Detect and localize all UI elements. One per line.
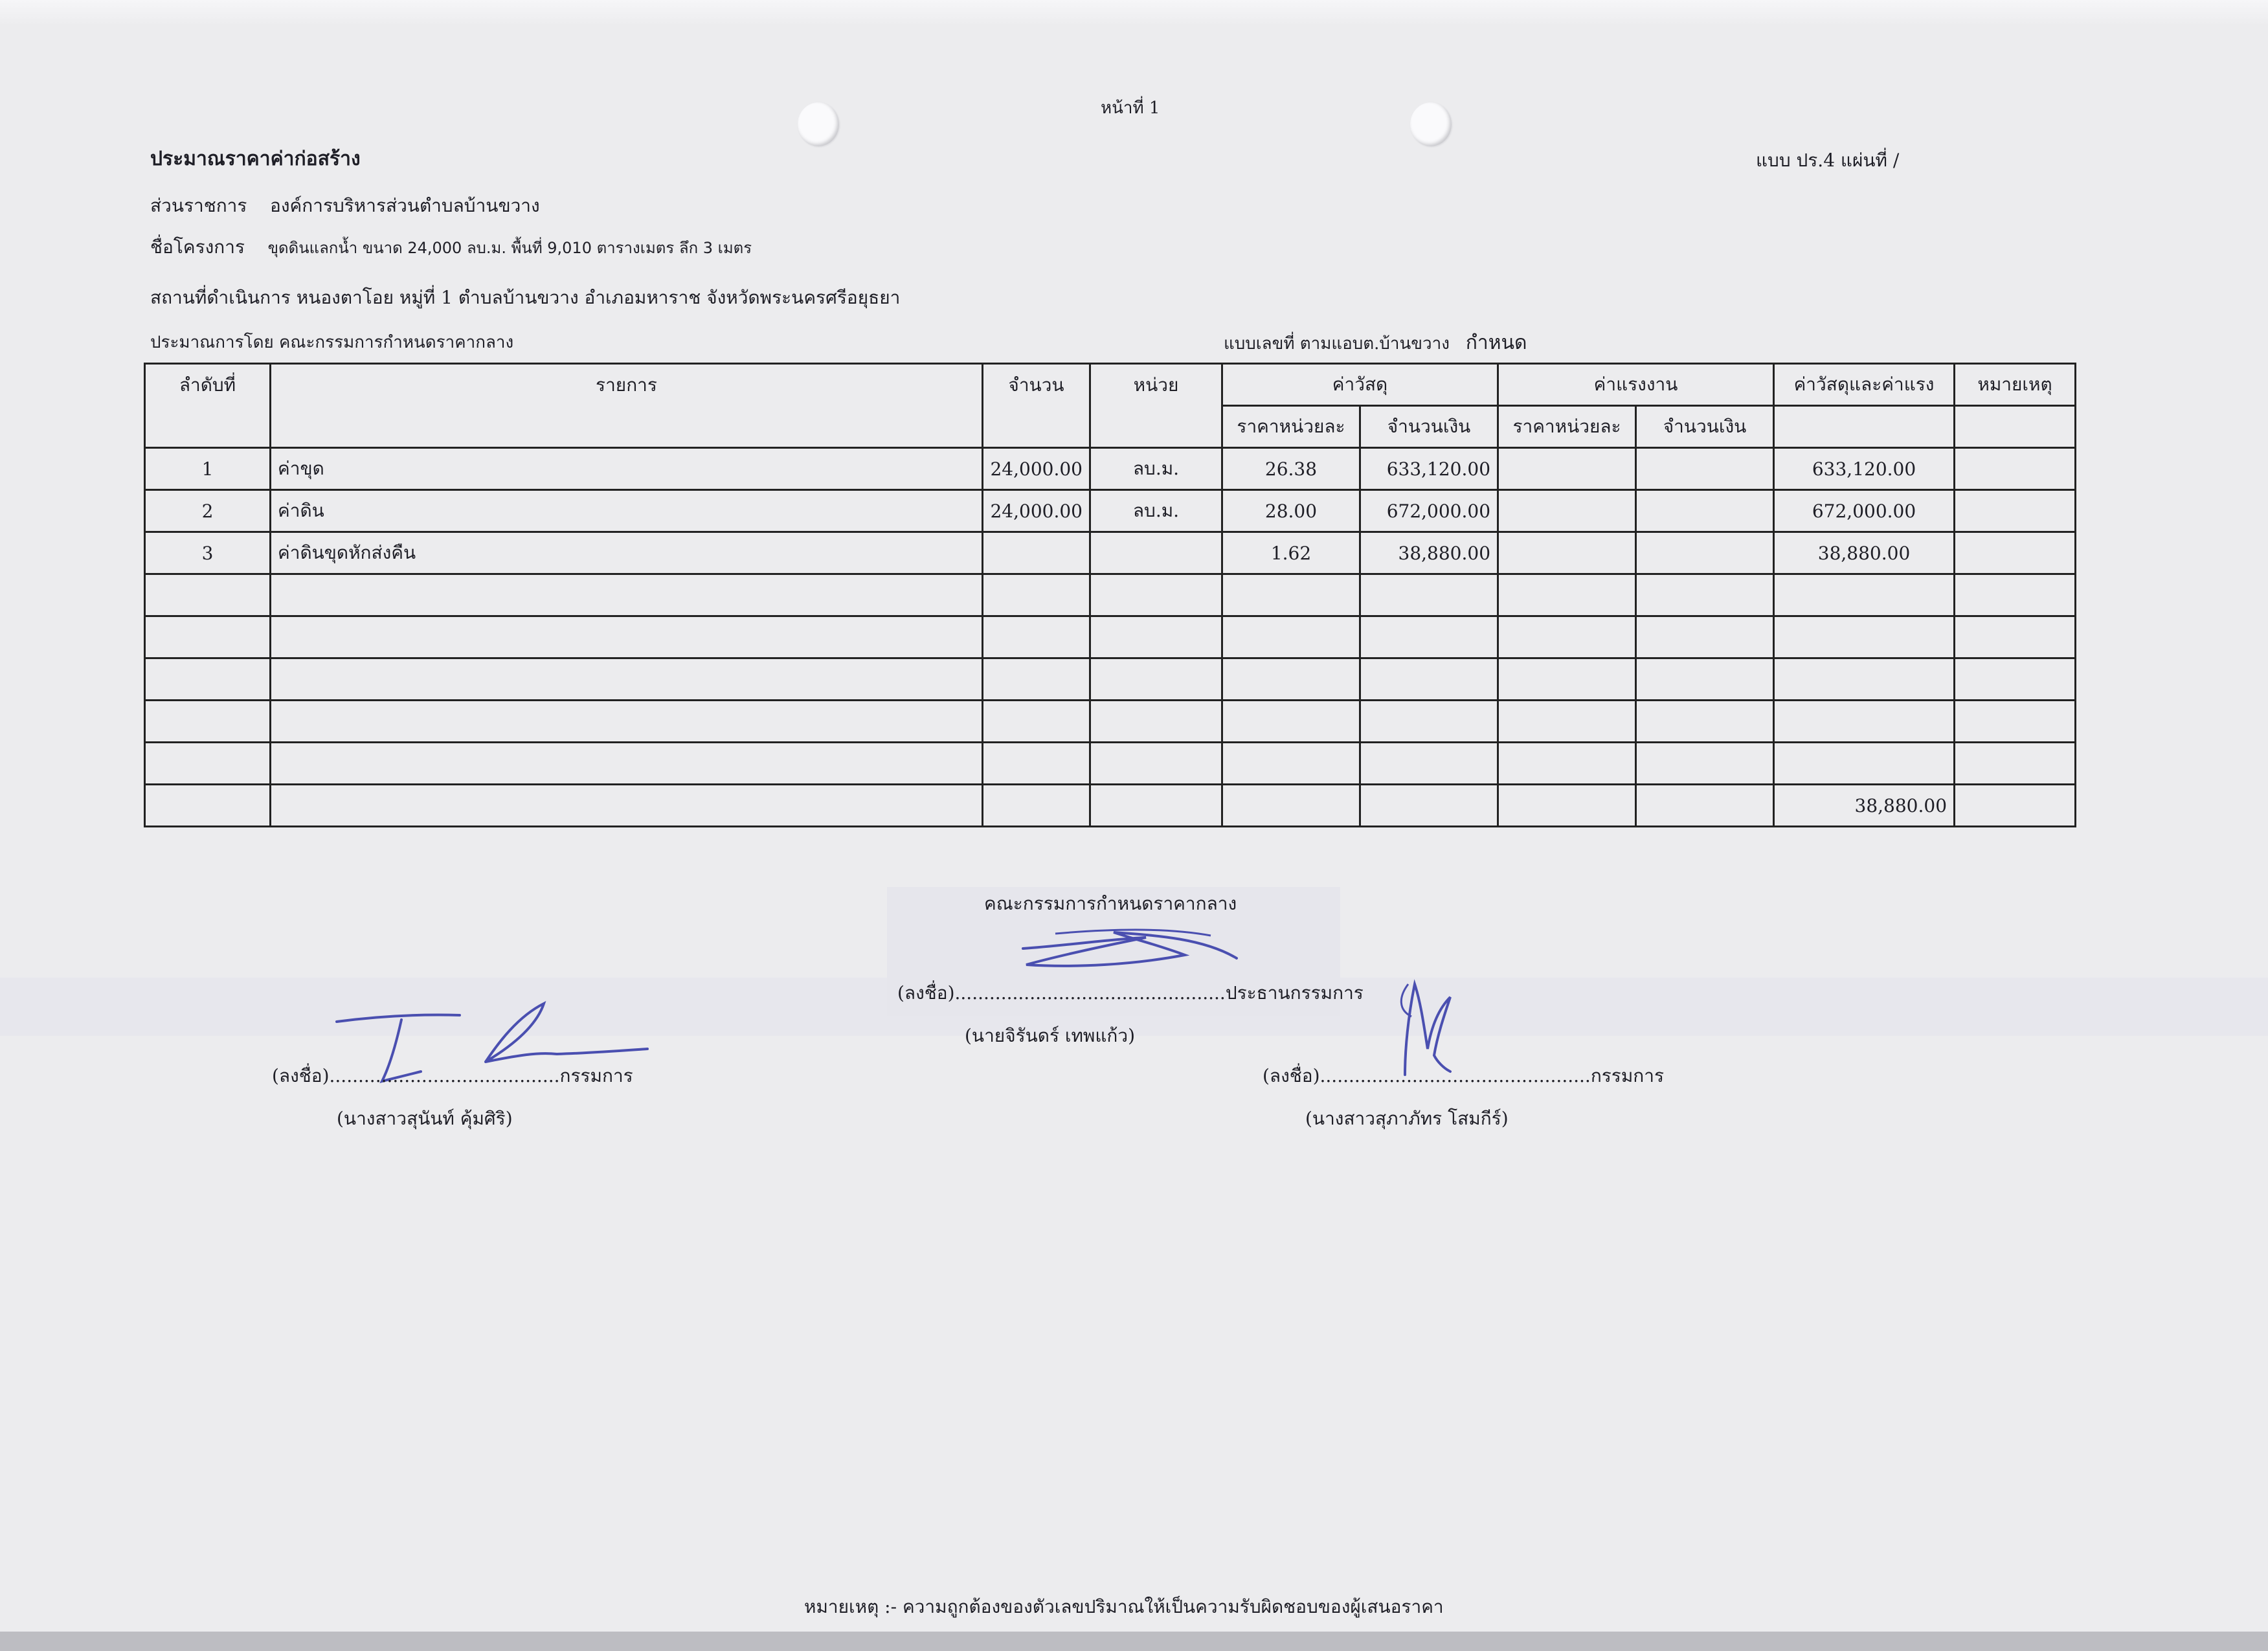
agency-row <box>150 192 540 220</box>
header-labor-unit-price: ราคาหน่วยละ <box>1498 406 1636 448</box>
cell-remark <box>1955 532 2076 574</box>
cell-lab-price <box>1498 532 1636 574</box>
header-remark-blank <box>1955 406 2076 448</box>
cell-mat-amount: 38,880.00 <box>1360 532 1498 574</box>
cell-total: 672,000.00 <box>1774 490 1955 532</box>
table-total-row <box>145 785 2076 827</box>
agency-label: ส่วนราชการ <box>150 195 247 216</box>
chair-name: (นายจิรันดร์ เทพแก้ว) <box>965 1025 1136 1046</box>
cell-qty: 24,000.00 <box>983 490 1090 532</box>
cell-total: 38,880.00 <box>1774 532 1955 574</box>
header-material-unit-price: ราคาหน่วยละ <box>1222 406 1360 448</box>
page-number: หน้าที่ 1 <box>1101 98 1160 118</box>
header-material-amount: จำนวนเงิน <box>1360 406 1498 448</box>
cell-unit: ลบ.ม. <box>1090 448 1222 490</box>
left-member-sign-line: (ลงชื่อ)........................................กรรมการ <box>272 1065 633 1086</box>
scan-bottom-edge <box>0 1632 2268 1651</box>
header-no: ลำดับที่ <box>145 364 271 448</box>
punch-hole-left <box>798 102 839 146</box>
left-member-name: (นางสาวสุนันท์ คุ้มศิริ) <box>337 1108 513 1129</box>
chair-sign-line: (ลงชื่อ)...............................................ประธานกรรมการ <box>897 982 1364 1004</box>
header-item: รายการ <box>271 364 983 448</box>
estimated-by: ประมาณการโดย คณะกรรมการกำหนดราคากลาง <box>150 333 514 352</box>
table-row-empty <box>145 743 2076 785</box>
header-total-blank <box>1774 406 1955 448</box>
footer-note: หมายเหตุ :- ความถูกต้องของตัวเลขปริมาณให้เป็นความรับผิดชอบของผู้เสนอราคา <box>804 1596 1444 1617</box>
cell-qty <box>983 532 1090 574</box>
project-row <box>150 233 752 262</box>
table-row <box>145 448 2076 490</box>
header-remark: หมายเหตุ <box>1955 364 2076 406</box>
cell-no: 3 <box>145 532 271 574</box>
punch-hole-right <box>1410 102 1452 146</box>
header-labor: ค่าแรงงาน <box>1498 364 1774 406</box>
drawing-number-label: แบบเลขที่ ตามแอบต.บ้านขวาง <box>1224 334 1450 354</box>
document-title: ประมาณราคาค่าก่อสร้าง <box>150 148 361 170</box>
table-row-empty <box>145 574 2076 616</box>
table-row-empty <box>145 616 2076 658</box>
agency-value: องค์การบริหารส่วนตำบลบ้านขวาง <box>270 195 540 216</box>
header-total: ค่าวัสดุและค่าแรง <box>1774 364 1955 406</box>
table-row <box>145 532 2076 574</box>
right-member-sign-line: (ลงชื่อ)...............................................กรรมการ <box>1263 1065 1665 1086</box>
cell-item: ค่าขุด <box>271 448 983 490</box>
cell-remark <box>1955 448 2076 490</box>
header-material: ค่าวัสดุ <box>1222 364 1498 406</box>
cell-lab-price <box>1498 448 1636 490</box>
table-row-empty <box>145 701 2076 743</box>
cell-mat-amount: 633,120.00 <box>1360 448 1498 490</box>
cell-no: 2 <box>145 490 271 532</box>
drawing-number <box>1224 328 1527 358</box>
scan-edge <box>0 0 2268 26</box>
cell-mat-price: 26.38 <box>1222 448 1360 490</box>
cell-item: ค่าดิน <box>271 490 983 532</box>
cell-lab-amount <box>1636 532 1774 574</box>
grand-total: 38,880.00 <box>1774 785 1955 827</box>
cell-item: ค่าดินขุดหักส่งคืน <box>271 532 983 574</box>
table-header-row <box>145 364 2076 406</box>
cell-mat-price: 1.62 <box>1222 532 1360 574</box>
drawing-number-stamp: กำหนด <box>1465 331 1527 354</box>
header-unit: หน่วย <box>1090 364 1222 448</box>
table-row <box>145 490 2076 532</box>
form-reference: แบบ ปร.4 แผ่นที่ / <box>1756 150 1900 171</box>
committee-title: คณะกรรมการกำหนดราคากลาง <box>984 893 1237 914</box>
header-labor-amount: จำนวนเงิน <box>1636 406 1774 448</box>
cell-mat-amount: 672,000.00 <box>1360 490 1498 532</box>
project-label: ชื่อโครงการ <box>150 236 245 258</box>
cell-no: 1 <box>145 448 271 490</box>
location: สถานที่ดำเนินการ หนองตาโอย หมู่ที่ 1 ตำบลบ้านขวาง อำเภอมหาราช จังหวัดพระนครศรีอยุธยา <box>150 287 901 308</box>
cell-qty: 24,000.00 <box>983 448 1090 490</box>
cell-unit: ลบ.ม. <box>1090 490 1222 532</box>
cost-estimate-table <box>144 363 2076 827</box>
header-qty: จำนวน <box>983 364 1090 448</box>
cell-total: 633,120.00 <box>1774 448 1955 490</box>
cell-remark <box>1955 490 2076 532</box>
table-row-empty <box>145 658 2076 701</box>
right-member-name: (นางสาวสุภาภัทร โสมกีร์) <box>1305 1108 1509 1129</box>
cell-unit <box>1090 532 1222 574</box>
cell-lab-amount <box>1636 490 1774 532</box>
cell-lab-price <box>1498 490 1636 532</box>
cell-mat-price: 28.00 <box>1222 490 1360 532</box>
project-value: ขุดดินแลกน้ำ ขนาด 24,000 ลบ.ม. พื้นที่ 9,010 ตารางเมตร ลึก 3 เมตร <box>267 239 752 257</box>
cell-lab-amount <box>1636 448 1774 490</box>
